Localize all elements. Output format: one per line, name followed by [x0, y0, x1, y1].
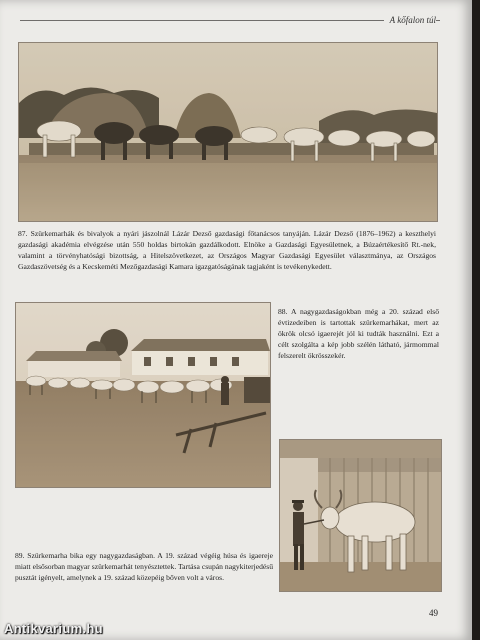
- page-number: 49: [429, 608, 438, 618]
- running-head: A kőfalon túl: [384, 15, 436, 25]
- photo-cattle-feeding: [18, 42, 438, 222]
- photo-grey-bull: [279, 439, 442, 592]
- header-rule: [20, 20, 440, 21]
- caption-88: 88. A nagygazdaságokban még a 20. század első évtizedeiben is tartottak szürkemarhákat, mert az ökrök olcsó igaerejét jól ki tudták használni. Ezt a célt szolgálta a kép jobb szélén látható, jármommal felszerelt ökrösszekér.: [278, 307, 439, 360]
- caption-89: 89. Szürkemarha bika egy nagygazdaságban. A 19. század végéig húsa és igaereje miatt elsősorban magyar szürkemarhát tenyésztettek. Tartása csupán nagykiterjedésű pusztát igényelt, amelynek a 19. század közepéig bőven volt a város.: [15, 551, 273, 582]
- watermark-logo: Antikvarium.hu: [4, 621, 103, 636]
- photo-estate-herd: [15, 302, 271, 488]
- caption-87: 87. Szürkemarhák és bivalyok a nyári jászolnál Lázár Dezső gazdasági főtanácsos tanyáján. Lázár Dezső (1876–1962) a keszthelyi gazdasági akadémia elvégzése után 550 holdas birtokán gazdálkodott. Elnöke a Gazdasági Egyesületnek, a Búzaértékesítő Rt.-nek, valamint a törvényhatósági bizottság, a Hitelszövetkezet, az Országos Magyar Gazdasági Egyesület választmánya, az Országos Gazdaszövetség és a Kecskeméti Mezőgazdasági Kamara igazgatóságának tagjaként is tevékenykedett.: [18, 229, 436, 271]
